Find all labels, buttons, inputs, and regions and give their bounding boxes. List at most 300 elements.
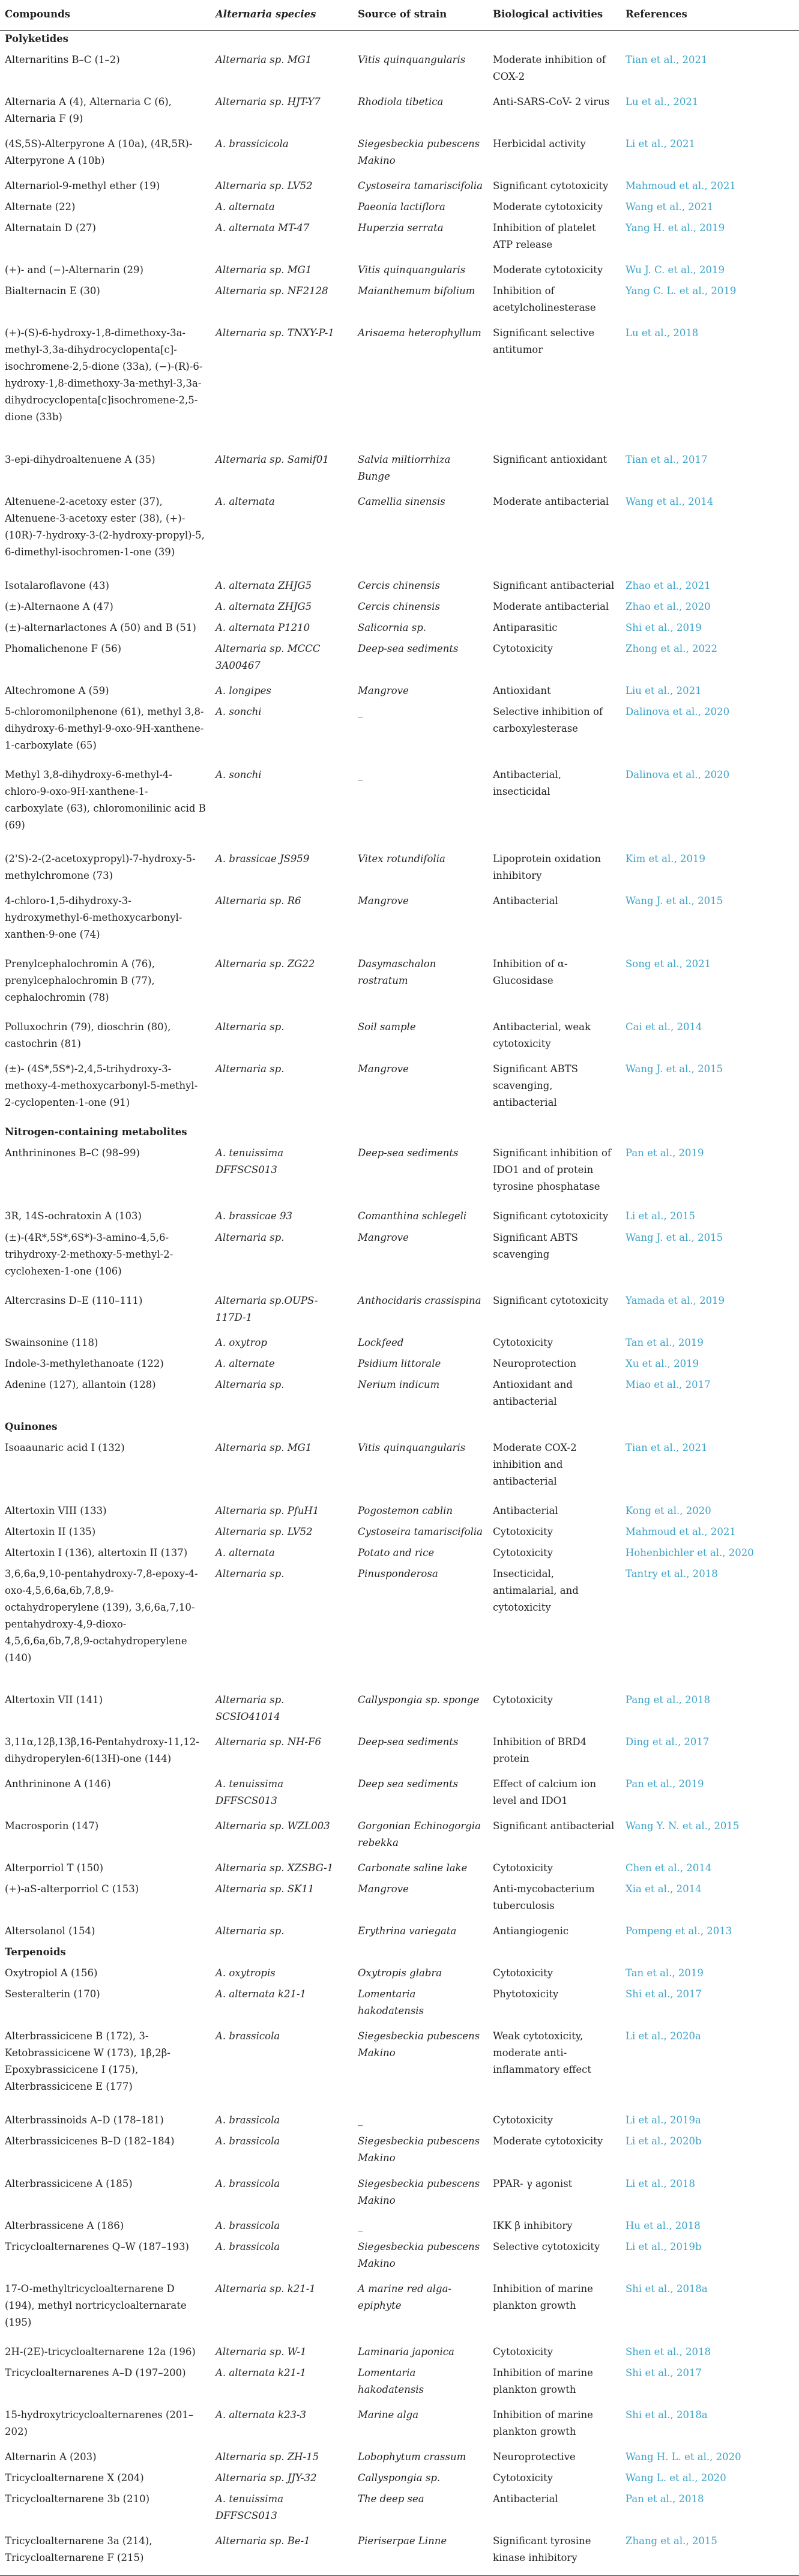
reference-link[interactable]: Tian et al., 2021 bbox=[626, 1441, 708, 1453]
table-row bbox=[0, 1965, 799, 1986]
source-cell: Mangrove bbox=[358, 1883, 409, 1895]
compound-cell: 3-epi-dihydroaltenuene A (35) bbox=[5, 453, 155, 465]
compound-cell: Sesteralterin (170) bbox=[5, 1988, 100, 2000]
reference-link[interactable]: Li et al., 2021 bbox=[626, 138, 695, 150]
compound-cell: Anthrininone A (146) bbox=[5, 1778, 111, 1790]
species-cell: A. brassicola bbox=[216, 2114, 280, 2126]
table-row bbox=[0, 1335, 799, 1356]
reference-link[interactable]: Tan et al., 2019 bbox=[626, 1336, 704, 1348]
species-cell: A. sonchi bbox=[216, 768, 262, 780]
species-cell: Alternaria sp. NF2128 bbox=[216, 285, 328, 297]
source-cell: Vitis quinquangularis bbox=[358, 1441, 466, 1453]
table-row bbox=[0, 851, 799, 893]
table-row bbox=[0, 2449, 799, 2470]
reference-link[interactable]: Dalinova et al., 2020 bbox=[626, 705, 730, 717]
activity-cell: Significant selective antitumor bbox=[493, 327, 595, 356]
species-cell: A. sonchi bbox=[216, 705, 262, 717]
species-cell: Alternaria sp. Samif01 bbox=[216, 453, 329, 465]
source-cell: _ bbox=[358, 768, 363, 780]
activity-cell: Herbicidal activity bbox=[493, 138, 586, 150]
compound-cell: Indole-3-methylethanoate (122) bbox=[5, 1357, 164, 1369]
compound-cell: Alterbrassinoids A–D (178–181) bbox=[5, 2114, 164, 2126]
table-row bbox=[0, 1293, 799, 1335]
reference-link[interactable]: Li et al., 2018 bbox=[626, 2177, 695, 2189]
source-cell: _ bbox=[358, 2219, 363, 2231]
activity-cell: Cytotoxicity bbox=[493, 1525, 553, 1537]
table-row bbox=[0, 283, 799, 325]
activity-cell: Inhibition of marine plankton growth bbox=[493, 2409, 593, 2437]
species-cell: Alternaria sp. k21-1 bbox=[216, 2282, 316, 2294]
compound-cell: Adenine (127), allantoin (128) bbox=[5, 1378, 156, 1390]
compound-cell: Altercrasins D–E (110–111) bbox=[5, 1294, 143, 1306]
reference-link[interactable]: Zhong et al., 2022 bbox=[626, 642, 717, 654]
compound-cell: Altertoxin I (136), altertoxin II (137) bbox=[5, 1546, 188, 1558]
compound-cell: Macrosporin (147) bbox=[5, 1820, 99, 1832]
source-cell: _ bbox=[358, 705, 363, 717]
activity-cell: Effect of calcium ion level and IDO1 bbox=[493, 1778, 597, 1807]
species-cell: A. alternata k23-3 bbox=[216, 2409, 307, 2421]
activity-cell: Weak cytotoxicity, moderate anti-inflammatory effect bbox=[493, 2030, 592, 2076]
reference-link[interactable]: Wang J. et al., 2015 bbox=[626, 1231, 723, 1243]
compound-cell: Altertoxin VII (141) bbox=[5, 1694, 103, 1706]
table-row bbox=[0, 1061, 799, 1124]
source-cell: Vitex rotundifolia bbox=[358, 853, 445, 865]
activity-cell: Inhibition of marine plankton growth bbox=[493, 2282, 593, 2311]
activity-cell: Cytotoxicity bbox=[493, 2472, 553, 2484]
species-cell: Alternaria sp. LV52 bbox=[216, 1525, 313, 1537]
species-cell: Alternaria sp. XZSBG-1 bbox=[216, 1862, 334, 1874]
table-row bbox=[0, 1145, 799, 1208]
compound-cell: Tricycloalternarenes Q–W (187–193) bbox=[5, 2240, 189, 2252]
species-cell: Alternaria sp. MG1 bbox=[216, 54, 312, 66]
compound-cell: (±)-Alternaone A (47) bbox=[5, 600, 113, 612]
reference-link[interactable]: Kim et al., 2019 bbox=[626, 853, 705, 865]
table-row bbox=[0, 493, 799, 578]
reference-link[interactable]: Lu et al., 2018 bbox=[626, 327, 699, 339]
species-cell: Alternaria sp. W-1 bbox=[216, 2345, 307, 2357]
section-title: Nitrogen-containing metabolites bbox=[5, 1126, 187, 1138]
compound-cell: 15-hydroxytricycloalternarenes (201–202) bbox=[5, 2409, 194, 2437]
species-cell: Alternaria sp. bbox=[216, 1567, 285, 1579]
reference-link[interactable]: Hohenbichler et al., 2020 bbox=[626, 1546, 754, 1558]
species-cell: A. tenuissima DFFSCS013 bbox=[216, 1778, 284, 1807]
activity-cell: Moderate antibacterial bbox=[493, 600, 609, 612]
source-cell: Siegesbeckia pubescens Makino bbox=[358, 2135, 480, 2164]
species-cell: A. alternata ZHJG5 bbox=[216, 600, 312, 612]
species-cell: A. brassicae JS959 bbox=[216, 853, 310, 865]
table-row bbox=[0, 1734, 799, 1776]
species-cell: Alternaria sp. bbox=[216, 1231, 285, 1243]
source-cell: Potato and rice bbox=[358, 1546, 435, 1558]
activity-cell: Inhibition of BRD4 protein bbox=[493, 1736, 587, 1765]
source-cell: Dasymaschalon rostratum bbox=[358, 958, 436, 987]
activity-cell: Moderate cytotoxicity bbox=[493, 2135, 603, 2147]
reference-link[interactable]: Tan et al., 2019 bbox=[626, 1967, 704, 1979]
source-cell: Vitis quinquangularis bbox=[358, 264, 466, 276]
source-cell: Siegesbeckia pubescens Makino bbox=[358, 2240, 480, 2269]
species-cell: A. brassicola bbox=[216, 2030, 280, 2042]
species-cell: A. brassicola bbox=[216, 2240, 280, 2252]
activity-cell: Cytotoxicity bbox=[493, 2345, 553, 2357]
compound-cell: Alterbrassicicenes B–D (182–184) bbox=[5, 2135, 175, 2147]
table-row bbox=[0, 1208, 799, 1229]
reference-link[interactable]: Wang J. et al., 2015 bbox=[626, 1063, 723, 1075]
activity-cell: Antibacterial bbox=[493, 895, 558, 907]
table-row bbox=[0, 1818, 799, 1860]
compound-cell: Alterbrassicicene A (185) bbox=[5, 2177, 133, 2189]
activity-cell: Phytotoxicity bbox=[493, 1988, 559, 2000]
reference-link[interactable]: Kong et al., 2020 bbox=[626, 1504, 711, 1516]
table-row bbox=[0, 451, 799, 493]
compound-cell: 3R, 14S-ochratoxin A (103) bbox=[5, 1210, 142, 1222]
header-source: Source of strain bbox=[358, 8, 447, 20]
activity-cell: Significant antibacterial bbox=[493, 1820, 615, 1832]
compound-cell: Alterporriol T (150) bbox=[5, 1862, 104, 1874]
activity-cell: Significant antibacterial bbox=[493, 579, 615, 591]
species-cell: Alternaria sp. bbox=[216, 1378, 285, 1390]
header-compounds: Compounds bbox=[5, 8, 70, 20]
compound-cell: Swainsonine (118) bbox=[5, 1336, 98, 1348]
table-row bbox=[0, 178, 799, 199]
reference-link[interactable]: Shi et al., 2018a bbox=[626, 2282, 708, 2294]
reference-link[interactable]: Shi et al., 2017 bbox=[626, 2366, 702, 2378]
species-cell: Alternaria sp. Be-1 bbox=[216, 2535, 310, 2547]
species-cell: Alternaria sp. SK11 bbox=[216, 1883, 315, 1895]
activity-cell: Neuroprotective bbox=[493, 2451, 576, 2463]
reference-link[interactable]: Mahmoud et al., 2021 bbox=[626, 180, 736, 192]
reference-link[interactable]: Li et al., 2015 bbox=[626, 1210, 695, 1222]
species-cell: Alternaria sp. ZG22 bbox=[216, 958, 315, 970]
species-cell: Alternaria sp. PfuH1 bbox=[216, 1504, 319, 1516]
compound-cell: Isotalaroflavone (43) bbox=[5, 579, 109, 591]
source-cell: Rhodiola tibetica bbox=[358, 96, 444, 108]
species-cell: Alternaria sp. MG1 bbox=[216, 264, 312, 276]
reference-link[interactable]: Li et al., 2019b bbox=[626, 2240, 702, 2252]
source-cell: Cercis chinensis bbox=[358, 579, 440, 591]
reference-link[interactable]: Li et al., 2020b bbox=[626, 2135, 702, 2147]
species-cell: Alternaria sp.OUPS-117D-1 bbox=[216, 1294, 318, 1323]
compound-cell: Methyl 3,8-dihydroxy-6-methyl-4-chloro-9-oxo-9H-xanthene-1-carboxylate (63), chloromonilinic acid B (69) bbox=[5, 768, 206, 831]
compound-cell: 2H-(2E)-tricycloalternarene 12a (196) bbox=[5, 2345, 196, 2357]
compound-cell: Tricycloalternarene X (204) bbox=[5, 2472, 144, 2484]
table-row bbox=[0, 620, 799, 641]
table-row bbox=[0, 1881, 799, 1923]
source-cell: Comanthina schlegeli bbox=[358, 1210, 467, 1222]
species-cell: Alternaria sp. LV52 bbox=[216, 180, 313, 192]
activity-cell: Anti-SARS-CoV- 2 virus bbox=[493, 96, 610, 108]
reference-link[interactable]: Yang C. L. et al., 2019 bbox=[626, 285, 737, 297]
table-row bbox=[0, 2239, 799, 2281]
compound-cell: (+)- and (−)-Alternarin (29) bbox=[5, 264, 143, 276]
source-cell: Salvia miltiorrhiza Bunge bbox=[358, 453, 451, 482]
reference-link[interactable]: Xia et al., 2014 bbox=[626, 1883, 702, 1895]
table-row bbox=[0, 2491, 799, 2533]
compound-cell: Bialternacin E (30) bbox=[5, 285, 100, 297]
activity-cell: Significant antioxidant bbox=[493, 453, 608, 465]
compound-cell: (4S,5S)-Alterpyrone A (10a), (4R,5R)-Alterpyrone A (10b) bbox=[5, 138, 193, 167]
table-row bbox=[0, 1545, 799, 1566]
source-cell: Camellia sinensis bbox=[358, 495, 445, 507]
reference-link[interactable]: Wang et al., 2021 bbox=[626, 201, 714, 213]
species-cell: A. alternata bbox=[216, 1546, 275, 1558]
reference-link[interactable]: Pompeng et al., 2013 bbox=[626, 1925, 732, 1937]
compound-cell: Alterbrassicene A (186) bbox=[5, 2219, 124, 2231]
table-row bbox=[0, 199, 799, 220]
activity-cell: Moderate cytotoxicity bbox=[493, 264, 603, 276]
table-row bbox=[0, 2365, 799, 2407]
activity-cell: Neuroprotection bbox=[493, 1357, 577, 1369]
compound-cell: Altertoxin VIII (133) bbox=[5, 1504, 107, 1516]
reference-link[interactable]: Yang H. et al., 2019 bbox=[626, 222, 725, 234]
table-row bbox=[0, 2281, 799, 2344]
reference-link[interactable]: Shi et al., 2018a bbox=[626, 2409, 708, 2421]
species-cell: A. tenuissima DFFSCS013 bbox=[216, 2493, 284, 2521]
reference-link[interactable]: Ding et al., 2017 bbox=[626, 1736, 710, 1748]
compound-cell: Alterbrassicicene B (172), 3-Ketobrassicicene W (173), 1β,2β-Epoxybrassicicene I (175), Alterbrassicicene E (177) bbox=[5, 2030, 170, 2093]
table-row bbox=[0, 956, 799, 1019]
table-row bbox=[0, 578, 799, 599]
reference-link[interactable]: Hu et al., 2018 bbox=[626, 2219, 701, 2231]
table-row bbox=[0, 2176, 799, 2218]
source-cell: Arisaema heterophyllum bbox=[358, 327, 481, 339]
source-cell: Huperzia serrata bbox=[358, 222, 444, 234]
activity-cell: Cytotoxicity bbox=[493, 1336, 553, 1348]
compound-cell: 17-O-methyltricycloalternarene D (194), methyl nortricycloalternarate (195) bbox=[5, 2282, 187, 2328]
source-cell: Mangrove bbox=[358, 1063, 409, 1075]
reference-link[interactable]: Zhao et al., 2021 bbox=[626, 579, 711, 591]
reference-link[interactable]: Zhang et al., 2015 bbox=[626, 2535, 717, 2547]
source-cell: Psidium littorale bbox=[358, 1357, 441, 1369]
table-row bbox=[0, 52, 799, 94]
reference-link[interactable]: Li et al., 2019a bbox=[626, 2114, 701, 2126]
species-cell: A. alternata bbox=[216, 201, 275, 213]
activity-cell: Inhibition of platelet ATP release bbox=[493, 222, 596, 251]
activity-cell: Significant cytotoxicity bbox=[493, 1294, 609, 1306]
source-cell: Erythrina variegata bbox=[358, 1925, 457, 1937]
source-cell: Laminaria japonica bbox=[358, 2345, 454, 2357]
activity-cell: Inhibition of marine plankton growth bbox=[493, 2366, 593, 2395]
activity-cell: Cytotoxicity bbox=[493, 1546, 553, 1558]
compound-cell: Anthrininones B–C (98–99) bbox=[5, 1147, 140, 1159]
activity-cell: Moderate cytotoxicity bbox=[493, 201, 603, 213]
reference-link[interactable]: Tian et al., 2021 bbox=[626, 54, 708, 66]
reference-link[interactable]: Pan et al., 2019 bbox=[626, 1147, 704, 1159]
species-cell: A. oxytropis bbox=[216, 1967, 276, 1979]
header-row bbox=[0, 0, 799, 31]
reference-link[interactable]: Wang H. L. et al., 2020 bbox=[626, 2451, 741, 2463]
compound-cell: Tricycloalternarenes A–D (197–200) bbox=[5, 2366, 186, 2378]
source-cell: Nerium indicum bbox=[358, 1378, 440, 1390]
reference-link[interactable]: Wu J. C. et al., 2019 bbox=[626, 264, 725, 276]
source-cell: _ bbox=[358, 2114, 363, 2126]
species-cell: Alternaria sp. bbox=[216, 1021, 285, 1033]
compound-cell: 3,11α,12β,13β,16-Pentahydroxy-11,12-dihydroperylen-6(13H)-one (144) bbox=[5, 1736, 199, 1765]
header-references: References bbox=[626, 8, 687, 20]
species-cell: A. alternata ZHJG5 bbox=[216, 579, 312, 591]
compound-cell: Altersolanol (154) bbox=[5, 1925, 95, 1937]
table-row bbox=[0, 599, 799, 620]
section-row bbox=[0, 31, 799, 52]
reference-link[interactable]: Pan et al., 2019 bbox=[626, 1778, 704, 1790]
species-cell: Alternaria sp. R6 bbox=[216, 895, 301, 907]
source-cell: Deep-sea sediments bbox=[358, 642, 459, 654]
species-cell: A. brassicicola bbox=[216, 138, 289, 150]
species-cell: Alternaria sp. bbox=[216, 1925, 285, 1937]
table-row bbox=[0, 136, 799, 178]
reference-link[interactable]: Li et al., 2020a bbox=[626, 2030, 701, 2042]
source-cell: Lomentaria hakodatensis bbox=[358, 2366, 424, 2395]
table-row bbox=[0, 1986, 799, 2028]
table-row bbox=[0, 767, 799, 851]
activity-cell: IKK β inhibitory bbox=[493, 2219, 573, 2231]
compound-cell: Alternatain D (27) bbox=[5, 222, 96, 234]
compound-cell: Alternaritins B–C (1–2) bbox=[5, 54, 120, 66]
species-cell: A. brassicola bbox=[216, 2135, 280, 2147]
table-row bbox=[0, 704, 799, 767]
species-cell: Alternaria sp. NH-F6 bbox=[216, 1736, 322, 1748]
section-title: Terpenoids bbox=[5, 1946, 66, 1958]
activity-cell: Antibacterial bbox=[493, 1504, 558, 1516]
activity-cell: Antiparasitic bbox=[493, 621, 558, 633]
reference-link[interactable]: Wang L. et al., 2020 bbox=[626, 2472, 726, 2484]
species-cell: A. longipes bbox=[216, 684, 271, 696]
table-row bbox=[0, 220, 799, 262]
source-cell: Anthocidaris crassispina bbox=[358, 1294, 481, 1306]
species-cell: A. brassicola bbox=[216, 2219, 280, 2231]
source-cell: Cercis chinensis bbox=[358, 600, 440, 612]
reference-link[interactable]: Pang et al., 2018 bbox=[626, 1694, 711, 1706]
source-cell: Mangrove bbox=[358, 1231, 409, 1243]
species-cell: Alternaria sp. bbox=[216, 1063, 285, 1075]
activity-cell: Significant cytotoxicity bbox=[493, 1210, 609, 1222]
header-activity: Biological activities bbox=[493, 8, 603, 20]
source-cell: Callyspongia sp. bbox=[358, 2472, 441, 2484]
reference-link[interactable]: Song et al., 2021 bbox=[626, 958, 711, 970]
activity-cell: Significant inhibition of IDO1 and of protein tyrosine phosphatase bbox=[493, 1147, 612, 1193]
reference-link[interactable]: Cai et al., 2014 bbox=[626, 1021, 702, 1033]
source-cell: Soil sample bbox=[358, 1021, 416, 1033]
compound-cell: Isoaaunaric acid I (132) bbox=[5, 1441, 125, 1453]
source-cell: Siegesbeckia pubescens Makino bbox=[358, 138, 480, 167]
reference-link[interactable]: Yamada et al., 2019 bbox=[626, 1294, 725, 1306]
reference-link[interactable]: Shi et al., 2019 bbox=[626, 621, 702, 633]
reference-link[interactable]: Miao et al., 2017 bbox=[626, 1378, 711, 1390]
activity-cell: Antiangiogenic bbox=[493, 1925, 569, 1937]
compound-cell: Alternariol-9-methyl ether (19) bbox=[5, 180, 160, 192]
species-cell: A. oxytrop bbox=[216, 1336, 267, 1348]
reference-link[interactable]: Shi et al., 2017 bbox=[626, 1988, 702, 2000]
reference-link[interactable]: Chen et al., 2014 bbox=[626, 1862, 712, 1874]
activity-cell: Moderate antibacterial bbox=[493, 495, 609, 507]
table-row bbox=[0, 1229, 799, 1293]
source-cell: Deep-sea sediments bbox=[358, 1147, 459, 1159]
activity-cell: Significant tyrosine kinase inhibitory bbox=[493, 2535, 591, 2563]
table-row bbox=[0, 1923, 799, 1944]
compound-cell: (±)-(4R*,5S*,6S*)-3-amino-4,5,6-trihydroxy-2-methoxy-5-methyl-2-cyclohexen-1-one (106) bbox=[5, 1231, 173, 1277]
species-cell: Alternaria sp. WZL003 bbox=[216, 1820, 330, 1832]
activity-cell: Selective cytotoxicity bbox=[493, 2240, 600, 2252]
species-cell: A. alternata MT-47 bbox=[216, 222, 310, 234]
table-row bbox=[0, 1692, 799, 1734]
reference-link[interactable]: Lu et al., 2021 bbox=[626, 96, 699, 108]
activity-cell: Antioxidant and antibacterial bbox=[493, 1378, 573, 1407]
table-row bbox=[0, 1377, 799, 1419]
reference-link[interactable]: Wang J. et al., 2015 bbox=[626, 895, 723, 907]
source-cell: A marine red alga-epiphyte bbox=[358, 2282, 451, 2311]
species-cell: Alternaria sp. JJY-32 bbox=[216, 2472, 317, 2484]
compound-cell: 3,6,6a,9,10-pentahydroxy-7,8-epoxy-4-oxo-4,5,6,6a,6b,7,8,9-octahydroperylene (139), 3,6,6a,7,10-pentahydroxy-4,9-dioxo-4,5,6,6a,6b,7,8,9-octahydroperylene (140) bbox=[5, 1567, 198, 1664]
reference-link[interactable]: Liu et al., 2021 bbox=[626, 684, 702, 696]
compound-cell: Altenuene-2-acetoxy ester (37), Altenuene-3-acetoxy ester (38), (+)-(10R)-7-hydroxy-3-(2-hydroxy-propyl)-5, 6-dimethyl-isochromen-1-one (39) bbox=[5, 495, 205, 558]
reference-link[interactable]: Zhao et al., 2020 bbox=[626, 600, 711, 612]
species-cell: A. alternata k21-1 bbox=[216, 2366, 307, 2378]
source-cell: Oxytropis glabra bbox=[358, 1967, 442, 1979]
table-row bbox=[0, 2344, 799, 2365]
source-cell: Siegesbeckia pubescens Makino bbox=[358, 2030, 480, 2059]
species-cell: A. alternata bbox=[216, 495, 275, 507]
reference-link[interactable]: Tian et al., 2017 bbox=[626, 453, 708, 465]
compound-cell: (+)-aS-alterporriol C (153) bbox=[5, 1883, 139, 1895]
reference-link[interactable]: Dalinova et al., 2020 bbox=[626, 768, 730, 780]
activity-cell: Selective inhibition of carboxylesterase bbox=[493, 705, 603, 734]
source-cell: Marine alga bbox=[358, 2409, 419, 2421]
source-cell: Cystoseira tamariscifolia bbox=[358, 1525, 483, 1537]
table-row bbox=[0, 2112, 799, 2133]
table-row bbox=[0, 641, 799, 683]
reference-link[interactable]: Xu et al., 2019 bbox=[626, 1357, 699, 1369]
source-cell: Vitis quinquangularis bbox=[358, 54, 466, 66]
reference-link[interactable]: Shen et al., 2018 bbox=[626, 2345, 711, 2357]
section-title: Quinones bbox=[5, 1420, 58, 1432]
reference-link[interactable]: Tantry et al., 2018 bbox=[626, 1567, 718, 1579]
activity-cell: Moderate COX-2 inhibition and antibacterial bbox=[493, 1441, 577, 1487]
table-row bbox=[0, 2028, 799, 2112]
compound-cell: (2'S)-2-(2-acetoxypropyl)-7-hydroxy-5-methylchromone (73) bbox=[5, 853, 196, 882]
source-cell: Pogostemon cablin bbox=[358, 1504, 453, 1516]
table-row bbox=[0, 2218, 799, 2239]
table-row bbox=[0, 1524, 799, 1545]
activity-cell: Significant ABTS scavenging bbox=[493, 1231, 578, 1260]
reference-link[interactable]: Mahmoud et al., 2021 bbox=[626, 1525, 736, 1537]
activity-cell: Inhibition of α-Glucosidase bbox=[493, 958, 568, 987]
source-cell: Carbonate saline lake bbox=[358, 1862, 468, 1874]
source-cell: Maianthemum bifolium bbox=[358, 285, 475, 297]
activity-cell: Antibacterial, weak cytotoxicity bbox=[493, 1021, 591, 1050]
source-cell: Mangrove bbox=[358, 684, 409, 696]
table-row bbox=[0, 1440, 799, 1503]
species-cell: Alternaria sp. SCSIO41014 bbox=[216, 1694, 285, 1723]
reference-link[interactable]: Wang Y. N. et al., 2015 bbox=[626, 1820, 740, 1832]
reference-link[interactable]: Wang et al., 2014 bbox=[626, 495, 714, 507]
species-cell: A. alternata k21-1 bbox=[216, 1988, 307, 2000]
compound-cell: Altertoxin II (135) bbox=[5, 1525, 96, 1537]
activity-cell: Insecticidal, antimalarial, and cytotoxicity bbox=[493, 1567, 579, 1613]
table-row bbox=[0, 325, 799, 451]
compound-cell: Tricycloalternarene 3b (210) bbox=[5, 2493, 150, 2505]
source-cell: Pinusponderosa bbox=[358, 1567, 438, 1579]
section-row bbox=[0, 1944, 799, 1965]
table-header bbox=[0, 0, 799, 31]
compound-cell: Tricycloalternarene 3a (214), Tricycloalternarene F (215) bbox=[5, 2535, 152, 2563]
compound-cell: (±)-alternarlactones A (50) and B (51) bbox=[5, 621, 196, 633]
species-cell: Alternaria sp. ZH-15 bbox=[216, 2451, 319, 2463]
activity-cell: Cytotoxicity bbox=[493, 2114, 553, 2126]
activity-cell: Antioxidant bbox=[493, 684, 551, 696]
compound-cell: Altechromone A (59) bbox=[5, 684, 109, 696]
reference-link[interactable]: Pan et al., 2018 bbox=[626, 2493, 704, 2505]
source-cell: Lockfeed bbox=[358, 1336, 404, 1348]
activity-cell: Cytotoxicity bbox=[493, 1862, 553, 1874]
